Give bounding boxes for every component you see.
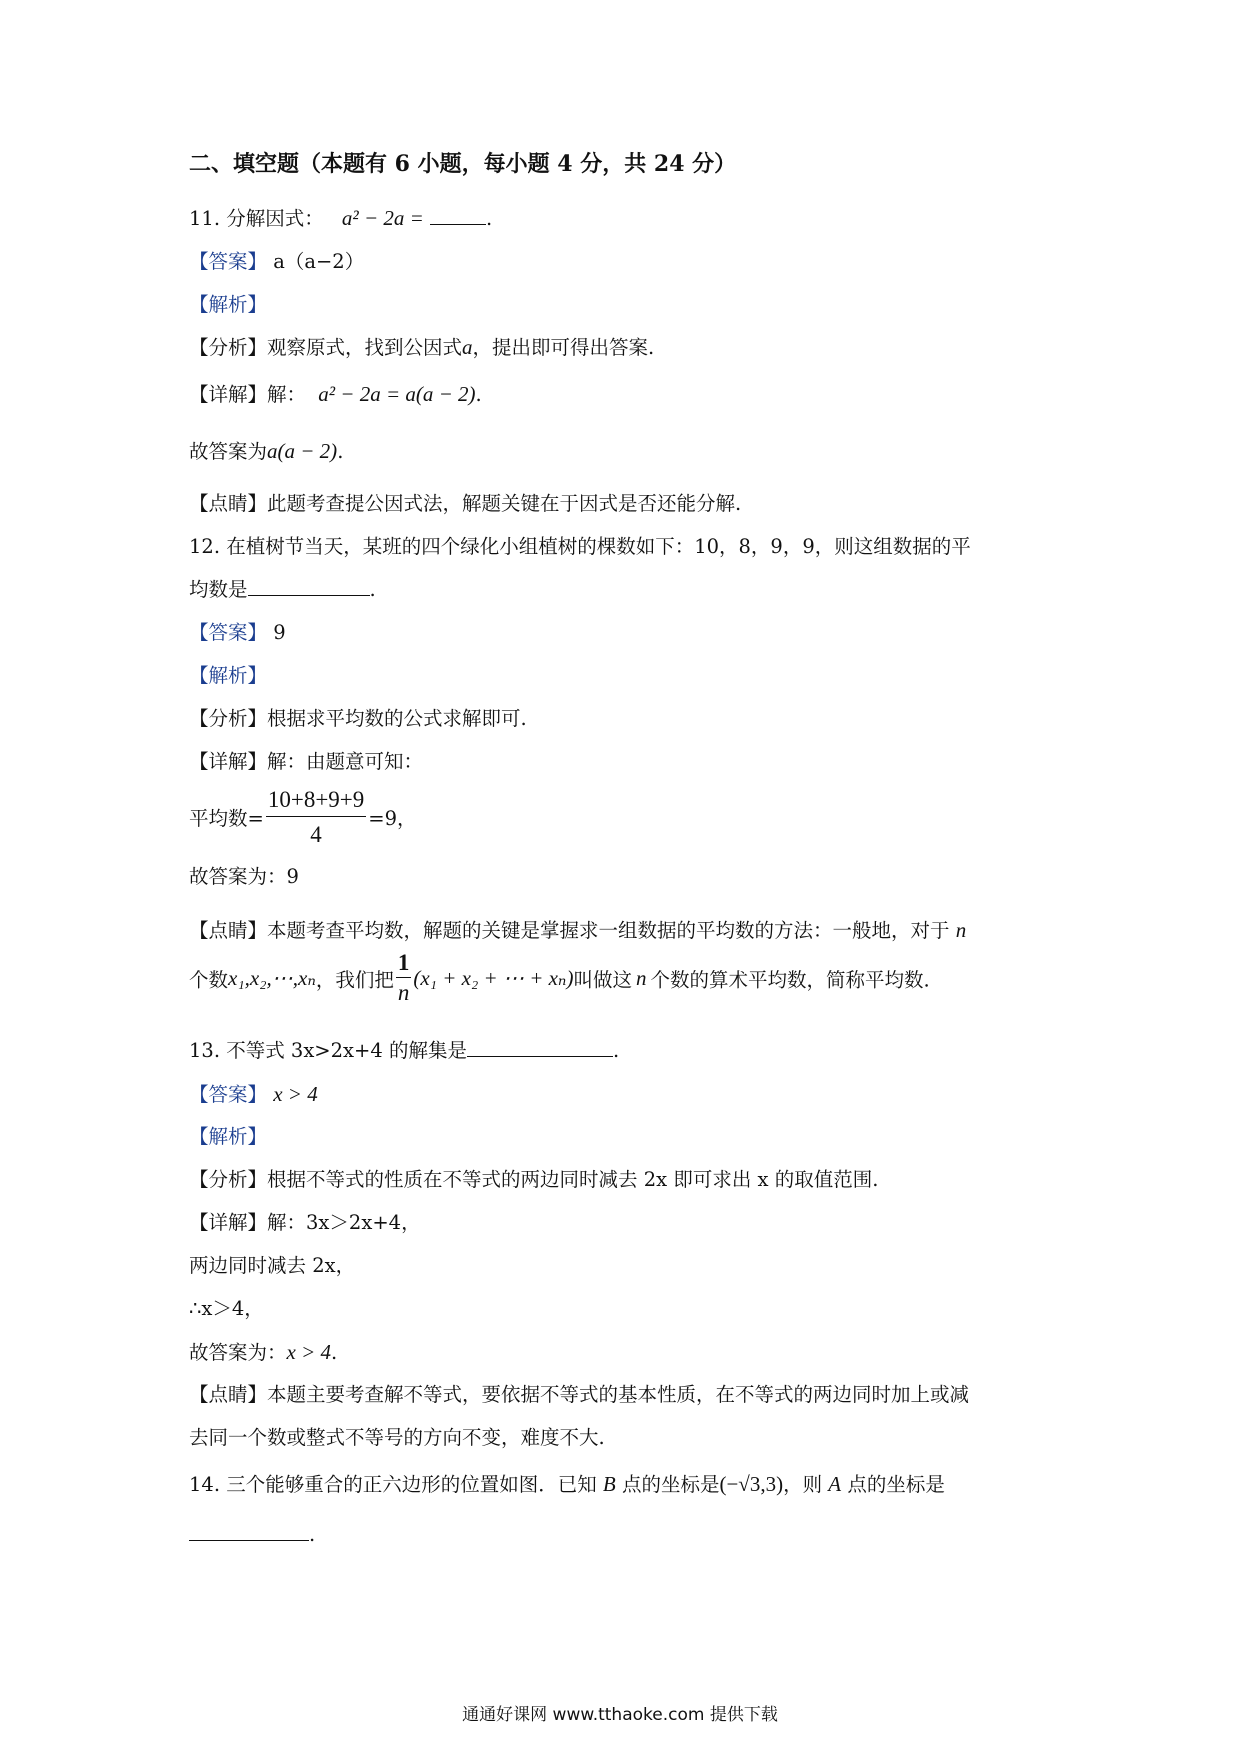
detail-tag: 【详解】: [189, 1211, 268, 1234]
q13-fenxi-row: [189, 1166, 878, 1194]
q11-expression: a² − 2a =: [341, 206, 424, 230]
q14-prompt-a: 14. 三个能够重合的正六边形的位置如图．已知: [189, 1473, 597, 1496]
q14-coordinate: (−√3,3): [719, 1472, 784, 1496]
q11-fenxi-text-a: 观察原式，找到公因式: [267, 336, 463, 359]
q11-prompt: 11. 分解因式：: [189, 207, 324, 230]
q11-detail-prefix: 解：: [267, 383, 307, 406]
answer-blank: [248, 577, 370, 596]
q12-dianjing-line1: 本题考查平均数，解题的关键是掌握求一组数据的平均数的方法：一般地，对于: [267, 919, 950, 942]
q11-fenxi-var: a: [462, 335, 473, 359]
question-13: 13. 不等式 3x>2x+4 的解集是 .: [189, 1039, 620, 1062]
question-12-line-1: 12. 在植树节当天，某班的四个绿化小组植树的棵数如下：10，8，9，9，则这组数据的平: [189, 535, 971, 558]
mean-denominator: 4: [310, 821, 322, 847]
q13-detail-text: 解：3x＞2x+4，: [267, 1211, 421, 1234]
q13-conclusion-row: 故答案为：x > 4.: [189, 1340, 338, 1364]
answer-tag: 【答案】: [189, 1083, 268, 1106]
q13-step-1: 两边同时减去 2x，: [189, 1254, 356, 1277]
q14-var-b: B: [602, 1472, 616, 1496]
analysis-tag: 【解析】: [189, 1125, 268, 1148]
dianjing-tag: 【点睛】: [189, 492, 268, 515]
section-title: 二、填空题（本题有 6 小题，每小题 4 分，共 24 分）: [189, 151, 737, 177]
answer-blank: [189, 1522, 309, 1541]
q13-dianjing-row-2: 去同一个数或整式不等号的方向不变，难度不大.: [189, 1426, 605, 1449]
analysis-tag: 【解析】: [189, 293, 268, 316]
fenxi-tag: 【分析】: [189, 707, 268, 730]
q12-dianjing-sum: (x₁ + x₂ + ⋯ + xₙ): [413, 965, 574, 990]
q11-conclusion-expression: a(a − 2): [267, 439, 338, 463]
answer-blank: [467, 1038, 613, 1057]
dianjing-tag: 【点睛】: [189, 919, 268, 942]
q12-dianjing-l2-b: ，我们把: [315, 968, 394, 992]
q11-conclusion-prefix: 故答案为: [189, 440, 268, 463]
q11-conclusion-row: 故答案为a(a − 2).: [189, 439, 344, 463]
q12-detail-text: 解：由题意可知：: [267, 750, 424, 773]
q11-answer: a（a−2）: [273, 250, 365, 273]
q13-step-2: ∴x＞4，: [189, 1297, 264, 1320]
q14-prompt-b: 点的坐标是: [621, 1473, 720, 1496]
q12-answer-row: [189, 619, 286, 647]
q13-fenxi-text: 根据不等式的性质在不等式的两边同时减去 2x 即可求出 x 的取值范围.: [267, 1168, 879, 1191]
mean-numerator: 10+8+9+9: [266, 786, 366, 817]
q12-detail-row: [189, 748, 423, 776]
q12-prompt-line2: 均数是: [189, 578, 248, 601]
q12-answer: 9: [273, 621, 286, 644]
fenxi-tag: 【分析】: [189, 1168, 268, 1191]
q12-dianjing-row-2: [189, 950, 930, 1007]
q11-analysis-row: [189, 291, 267, 319]
q13-analysis-row: [189, 1123, 267, 1151]
detail-tag: 【详解】: [189, 383, 268, 406]
q11-fenxi-text-b: ，提出即可得出答案.: [472, 336, 655, 359]
q13-dianjing-line1: 本题主要考查解不等式，要依据不等式的基本性质，在不等式的两边同时加上或减: [267, 1383, 970, 1406]
q11-dianjing-text: 此题考查提公因式法，解题关键在于因式是否还能分解.: [267, 492, 742, 515]
question-14-line-1: [189, 1470, 945, 1499]
page-footer: 通通好课网 www.tthaoke.com 提供下载: [462, 1705, 778, 1725]
q13-answer: x > 4: [273, 1082, 318, 1106]
q12-dianjing-row-1: [189, 916, 966, 945]
mean-label: 平均数=: [189, 807, 264, 831]
q13-conclusion-prefix: 故答案为：: [189, 1341, 287, 1364]
q12-dianjing-l2-c: 叫做这: [573, 968, 632, 992]
detail-tag: 【详解】: [189, 750, 268, 773]
q12-dianjing-n: n: [955, 918, 967, 942]
question-11: 11. 分解因式： a² − 2a = .: [189, 206, 493, 230]
dianjing-tag: 【点睛】: [189, 1383, 268, 1406]
q12-mean-formula: [189, 786, 417, 848]
q12-conclusion-row: 故答案为：9: [189, 865, 299, 888]
q11-fenxi-row: [189, 333, 654, 362]
q13-dianjing-row-1: [189, 1381, 969, 1409]
one-over-n-fraction: [396, 950, 412, 1007]
q12-dianjing-n2: n: [635, 965, 647, 990]
answer-tag: 【答案】: [189, 250, 268, 273]
q12-fenxi-row: [189, 705, 527, 733]
frac-denominator: n: [397, 980, 410, 1006]
q12-analysis-row: [189, 662, 267, 690]
fenxi-tag: 【分析】: [189, 336, 268, 359]
q14-var-a: A: [828, 1472, 842, 1496]
q13-answer-row: [189, 1080, 318, 1109]
q11-detail-row: 【详解】解： a² − 2a = a(a − 2).: [189, 382, 482, 406]
q13-detail-row: [189, 1209, 421, 1237]
q11-detail-expression: a² − 2a = a(a − 2): [318, 382, 476, 406]
q13-conclusion-expression: x > 4: [286, 1340, 332, 1364]
q12-fenxi-text: 根据求平均数的公式求解即可.: [267, 707, 527, 730]
question-14-line-2: .: [189, 1521, 315, 1549]
mean-result: =9，: [368, 807, 417, 831]
answer-blank: [430, 206, 486, 225]
q14-prompt-c: ，则: [783, 1473, 823, 1496]
mean-fraction: [266, 786, 366, 848]
question-12-line-2: 均数是 .: [189, 578, 376, 601]
q13-prompt: 13. 不等式 3x>2x+4 的解集是: [189, 1039, 467, 1062]
analysis-tag: 【解析】: [189, 664, 268, 687]
frac-numerator: 1: [396, 950, 412, 978]
answer-tag: 【答案】: [189, 621, 268, 644]
q11-dianjing-row: [189, 490, 741, 518]
q11-answer-row: [189, 248, 364, 276]
q12-dianjing-l2-a: 个数: [189, 968, 229, 992]
q12-dianjing-l2-d: 个数的算术平均数，简称平均数.: [650, 968, 930, 992]
q14-prompt-d: 点的坐标是: [847, 1473, 945, 1496]
q12-dianjing-vars: x₁,x₂,⋯,xₙ: [228, 965, 316, 990]
